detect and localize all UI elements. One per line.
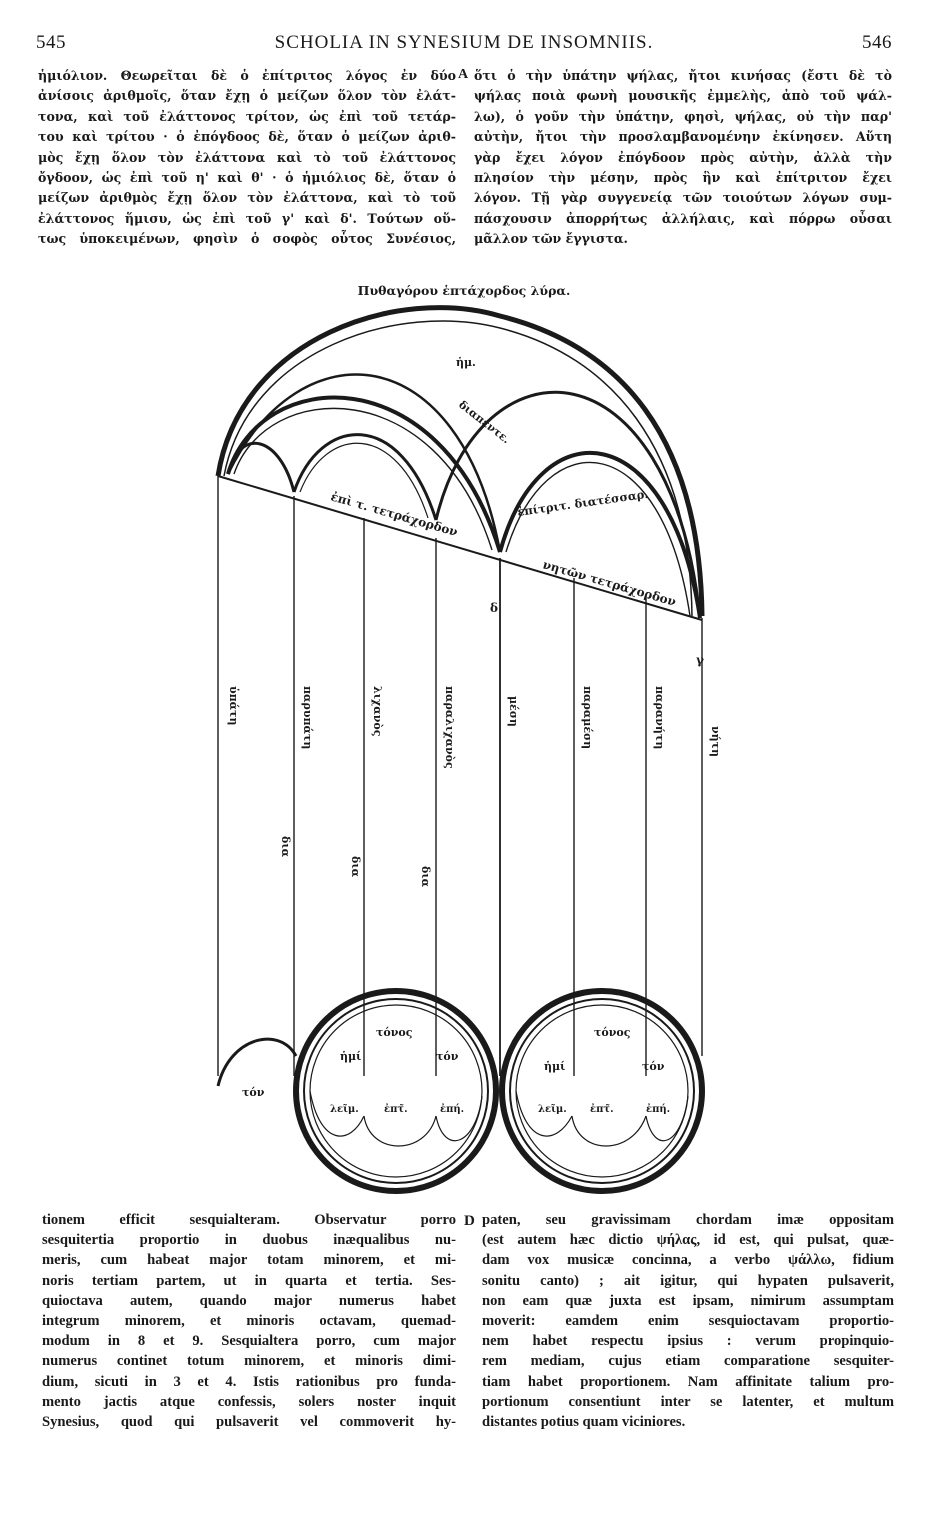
string-label: παραμέση [581,686,594,750]
string-label: παραλιχανὸς [443,686,456,769]
text-line: non eam quæ juxta est ipsam, nimirum assumptam [482,1292,894,1309]
string-label: ὑπάτη [227,686,240,726]
greek-column-right [474,66,892,250]
text-line: dam vox musicæ concinna, a verbo ψάλλω, fidium [482,1252,894,1269]
text-line: tionem efficit sesquialteram. Observatur porro [42,1212,456,1228]
mark-gamma: γ [696,653,704,667]
greek-column-left [38,66,456,250]
text-line: mento jactis atque confessis, solers noster inquit [42,1393,456,1410]
ring-right [502,991,702,1191]
text-line: πλησίον τὴν μέσην, πρὸς ἣν καὶ ἐπίτριτον ἔχει [474,170,892,186]
text-line: ψήλας ποιὰ φωνὴ μουσικῆς ἐμμελὴς, ἀπὸ τοῦ ψάλ- [474,88,892,104]
text-line: ἀνίσοις ἀριθμοῖς, ὅταν ἔχῃ ὁ μείζων ὅλον τὸν ἐλάτ- [38,88,456,104]
ring-right-leim: λεῖμ. [538,1104,567,1115]
text-line: numerus continet totum minorem, et minoris dimi- [42,1353,456,1370]
text-line: tiam habet proportionem. Nam affinitate talium pro- [482,1373,894,1390]
segment-label: δια [349,856,362,878]
latin-column-left [42,1210,456,1432]
text-line: ὅτι ὁ τὴν ὑπάτην ψήλας, ἤτοι κινήσας (ἔστι δὲ τὸ [474,68,892,83]
label-arc-hemi: ἡμ. [456,356,476,369]
segment-label: δια [419,866,432,888]
outer-arch [218,308,702,616]
text-line: dium, sicuti in 3 et 4. Istis rationibus pro funda- [42,1373,456,1390]
arch-small [228,443,294,492]
lyre-diagram [200,296,722,1115]
ring-right-ept1: ἐπτ̃. [590,1104,614,1115]
text-line: μὸς ἔχῃ ὅλον τὸν ἐλάττονα καὶ τὸ τοῦ ἐλάττονος [38,149,456,165]
text-line: modum in 8 et 9. Sesquialtera porro, cum major [42,1333,456,1350]
latin-column-right [482,1210,894,1432]
text-line: distantes potius quam viciniores. [482,1414,686,1431]
text-line: meris, cum habeat major totam minorem, et mi- [42,1252,456,1269]
hook-curve [218,1039,296,1086]
text-line: paten, seu gravissimam chordam imæ oppositam [482,1212,894,1228]
string-label: λιχανὸς [371,686,384,737]
label-arc-epitrit: ἐπίτριτ. διατέσσαρ. [516,486,650,519]
text-line: πάσχουσιν ἀπορρήτως ἀλλήλαις, καὶ πόρρω οὖσαι [474,210,892,226]
margin-letter-a: A [458,67,469,82]
ring-left [296,991,496,1191]
margin-letter-d: D [464,1213,475,1229]
mark-delta: δ [490,601,499,615]
segment-label: δια [279,836,292,858]
label-tetra-1: ἐπὶ τ. τετράχορδον [329,489,460,540]
ring-right-hemi: ἡμί [544,1060,566,1073]
text-line: λω), ὁ γοῦν τὴν ὑπάτην, φησὶ, ψήλας, οὐ τὴν παρ' [474,108,892,124]
text-line: ὄγδοον, ὡς ἐπὶ τοῦ η' καὶ θ' · ὁ ἡμιόλιος δὲ, ὅταν ὁ [38,170,456,186]
string-label: μέση [507,696,520,727]
ring-right-ton: τόν [642,1060,665,1073]
text-line: portionum consentiunt inter se latenter, et multum [482,1393,894,1410]
text-line: τως ὑποκειμένων, φησὶν ὁ σοφὸς οὗτος Συνέσιος, [38,231,456,247]
string-label: νήτη [709,726,722,758]
text-line: integrum minorem, et minoris octavam, quemad- [42,1313,456,1330]
text-line: αὐτὴν, ἤτοι τὴν προσλαμβανομένην ἐκίνησεν. Αὕτη [474,129,892,145]
text-line: noris tertiam partem, ut in quarta et tertia. Ses- [42,1272,456,1289]
text-line: του καὶ τρίτου · ὁ ἐπόγδοος δὲ, ὅταν ὁ μείζων ἀριθ- [38,129,456,145]
text-line: μᾶλλον τῶν ἔγγιστα. [474,231,628,247]
text-line: Synesius, quod qui pulsaverit vel commoverit hy- [42,1414,456,1431]
text-line: nem habet respectu ipsius : verum propinquio- [482,1333,894,1350]
ring-left-hemi: ἡμί [340,1050,362,1063]
text-line: sonitu canto) ; ait igitur, qui hypaten pulsaverit, [482,1272,894,1289]
running-title: SCHOLIA IN SYNESIUM DE INSOMNIIS. [274,32,654,53]
figure-caption: Πυθαγόρου ἑπτάχορδος λύρα. [357,283,571,298]
label-ton-outer: τόν [242,1086,265,1099]
string-label: παρυπάτη [301,686,314,750]
text-line: τονα, καὶ τοῦ ἐλάττονος τρίτον, ὡς ἐπὶ τοῦ τετάρ- [38,108,456,124]
page-number-left: 545 [36,32,66,53]
text-line: μείζων ἀριθμὸς ἔχῃ ὅλον τὸν ἐλάττονα, καὶ τὸ τοῦ [38,190,456,206]
text-line: λόγον. Τῇ γὰρ συγγενείᾳ τῶν τοιούτων λόγων συμ- [474,190,892,206]
text-line: moverit: eamdem enim sesquioctavam proportio- [482,1313,894,1330]
text-line: sesquitertia proportio in duobus inæqualibus nu- [42,1232,456,1249]
label-arc-diapente: διαπέντε. [456,398,513,447]
text-line: (est autem hæc dictio ψήλας, id est, qui pulsat, quæ- [482,1232,894,1249]
page-number-right: 546 [862,32,892,53]
ring-right-ept2: ἐπή. [646,1104,671,1115]
text-line: rem mediam, cujus etiam comparatione sesquiter- [482,1353,894,1370]
text-line: γὰρ ἔχει λόγον ἐπόγδοον πρὸς αὐτὴν, ἀλλὰ τὴν [474,149,892,165]
text-line: ἡμιόλιον. Θεωρεῖται δὲ ὁ ἐπίτριτος λόγος ἐν δύο [38,68,456,83]
ring-left-ept2: ἐπή. [440,1104,465,1115]
ring-left-ept1: ἐπτ̃. [384,1104,408,1115]
text-line: ἐλάττονος ἥμισυ, ὡς ἐπὶ τοῦ γ' καὶ δ'. Τούτων οὕ- [38,210,456,226]
ring-right-tonos: τόνος [594,1026,631,1039]
text-line: quioctava autem, quando major numerus habet [42,1292,456,1309]
string-label: παρανήτη [653,686,666,750]
label-tetra-2: νητῶν τετράχορδον [541,557,678,609]
ring-left-ton: τόν [436,1050,459,1063]
ring-left-leim: λεῖμ. [330,1104,359,1115]
ring-left-tonos: τόνος [376,1026,413,1039]
